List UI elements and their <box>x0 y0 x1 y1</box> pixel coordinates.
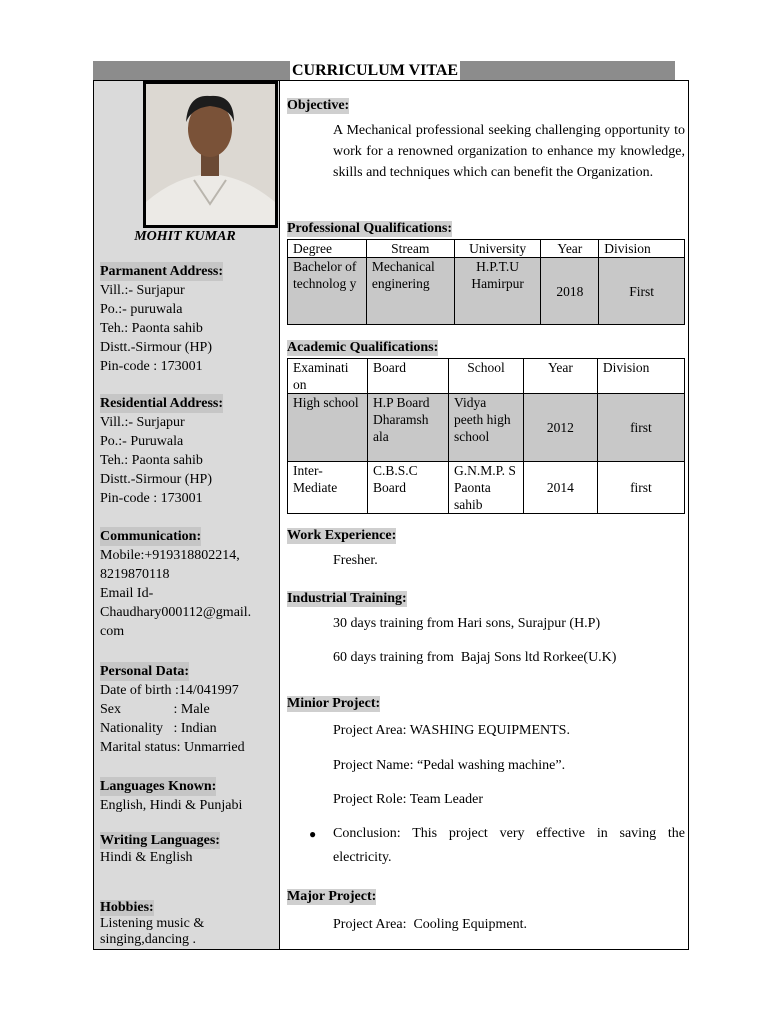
minor-project-item <box>309 788 685 812</box>
writing-line: Hindi & English <box>100 850 193 865</box>
minor-project-section <box>287 696 685 712</box>
residential-line: Pin-code : 173001 <box>100 491 203 506</box>
training-heading: Industrial Training: <box>287 591 407 606</box>
languages-line: English, Hindi & Punjabi <box>100 798 243 813</box>
table-header: Stream <box>366 240 454 258</box>
minor-project-text: Project Role: Team Leader <box>333 792 483 807</box>
writing-heading: Writing Languages: <box>100 833 220 848</box>
table-cell: first <box>597 462 684 514</box>
table-cell: Mechanical enginering <box>366 258 454 325</box>
table-cell: first <box>597 394 684 462</box>
table-header: Examinati on <box>288 359 368 394</box>
residential-address <box>100 394 278 508</box>
communication-line: 8219870118 <box>100 567 170 582</box>
personal-data <box>100 662 278 757</box>
permanent-line: Vill.:- Surjapur <box>100 283 185 298</box>
training-section <box>287 591 685 607</box>
training-text: 30 days training from Hari sons, Surajpur (H.P) <box>333 616 601 631</box>
table-row <box>288 258 685 325</box>
communication <box>100 527 278 641</box>
minor-project-item <box>309 719 685 743</box>
table-cell: Bachelor of technolog y <box>288 258 367 325</box>
work-text: Fresher. <box>333 553 378 568</box>
personal-line: Date of birth :14/041997 <box>100 683 239 698</box>
hobbies-line: Listening music & <box>100 916 205 931</box>
academic-table <box>287 358 685 514</box>
residential-line: Teh.: Paonta sahib <box>100 453 203 468</box>
minor-project-item <box>309 754 685 778</box>
training-item <box>309 646 685 670</box>
table-cell: Inter-Mediate <box>288 462 368 514</box>
personal-line: Marital status: Unmarried <box>100 740 245 755</box>
table-header: Year <box>541 240 599 258</box>
academic-section <box>287 340 685 356</box>
table-header: University <box>454 240 541 258</box>
document-title: CURRICULUM VITAE <box>292 62 459 79</box>
minor-project-text: Project Area: WASHING EQUIPMENTS. <box>333 723 570 738</box>
permanent-address-heading: Parmanent Address: <box>100 264 224 279</box>
table-header: Board <box>368 359 449 394</box>
minor-project-text: Conclusion: This project very effective in saving the electricity. <box>333 826 685 865</box>
objective-section <box>287 98 685 114</box>
table-header: Year <box>523 359 597 394</box>
minor-project-item <box>309 822 685 870</box>
bullet-dot-icon: ● <box>309 827 317 841</box>
writing-languages <box>100 832 278 866</box>
table-cell: First <box>599 258 685 325</box>
permanent-line: Pin-code : 173001 <box>100 359 203 374</box>
objective-text: A Mechanical professional seeking challenging opportunity to work for a renowned organization to enhance my knowledge, skills and techniques which can benefit the Organization. <box>333 123 685 180</box>
minor-project-text: Project Name: “Pedal washing machine”. <box>333 758 566 773</box>
table-cell: 2014 <box>523 462 597 514</box>
hobbies <box>100 900 278 948</box>
permanent-line: Po.:- puruwala <box>100 302 183 317</box>
table-cell: H.P Board Dharamsh ala <box>368 394 449 462</box>
professional-table <box>287 239 685 325</box>
table-header: Degree <box>288 240 367 258</box>
table-header: Division <box>599 240 685 258</box>
academic-heading: Academic Qualifications: <box>287 340 439 355</box>
languages-known <box>100 777 278 815</box>
profile-photo <box>143 81 278 228</box>
objective-item <box>309 119 685 183</box>
table-cell: H.P.T.U Hamirpur <box>454 258 541 325</box>
communication-line: Email Id- <box>100 586 154 601</box>
residential-line: Po.:- Puruwala <box>100 434 184 449</box>
objective-heading: Objective: <box>287 98 350 113</box>
table-cell: C.B.S.C Board <box>368 462 449 514</box>
table-header: School <box>449 359 524 394</box>
minor-project-heading: Minior Project: <box>287 696 381 711</box>
work-heading: Work Experience: <box>287 528 397 543</box>
table-header: Division <box>597 359 684 394</box>
permanent-address <box>100 262 278 376</box>
work-section <box>287 528 685 544</box>
major-project-item <box>309 913 685 937</box>
personal-data-heading: Personal Data: <box>100 664 190 679</box>
communication-line: Mobile:+919318802214, <box>100 548 240 563</box>
personal-line: Sex : Male <box>100 702 210 717</box>
permanent-line: Teh.: Paonta sahib <box>100 321 203 336</box>
candidate-name: MOHIT KUMAR <box>134 229 236 244</box>
table-header-row <box>288 240 685 258</box>
table-header-row <box>288 359 685 394</box>
major-project-heading: Major Project: <box>287 889 377 904</box>
residential-address-heading: Residential Address: <box>100 396 224 411</box>
personal-line: Nationality : Indian <box>100 721 217 736</box>
table-cell: 2018 <box>541 258 599 325</box>
professional-section <box>287 221 685 237</box>
major-project-text: Project Area: Cooling Equipment. <box>333 917 528 932</box>
training-text: 60 days training from Bajaj Sons ltd Rorkee(U.K) <box>333 650 617 665</box>
table-cell: High school <box>288 394 368 462</box>
training-item <box>309 612 685 636</box>
table-row <box>288 394 685 462</box>
work-item <box>309 549 685 573</box>
communication-heading: Communication: <box>100 529 202 544</box>
residential-line: Vill.:- Surjapur <box>100 415 185 430</box>
languages-heading: Languages Known: <box>100 779 217 794</box>
table-cell: G.N.M.P. S Paonta sahib <box>449 462 524 514</box>
major-project-section <box>287 889 685 905</box>
table-cell: Vidya peeth high school <box>449 394 524 462</box>
table-row <box>288 462 685 514</box>
communication-line: Chaudhary000112@gmail. <box>100 605 252 620</box>
professional-heading: Professional Qualifications: <box>287 221 453 236</box>
communication-line: com <box>100 624 125 639</box>
residential-line: Distt.-Sirmour (HP) <box>100 472 212 487</box>
permanent-line: Distt.-Sirmour (HP) <box>100 340 212 355</box>
hobbies-heading: Hobbies: <box>100 900 154 915</box>
table-cell: 2012 <box>523 394 597 462</box>
hobbies-line: singing,dancing . <box>100 932 197 947</box>
